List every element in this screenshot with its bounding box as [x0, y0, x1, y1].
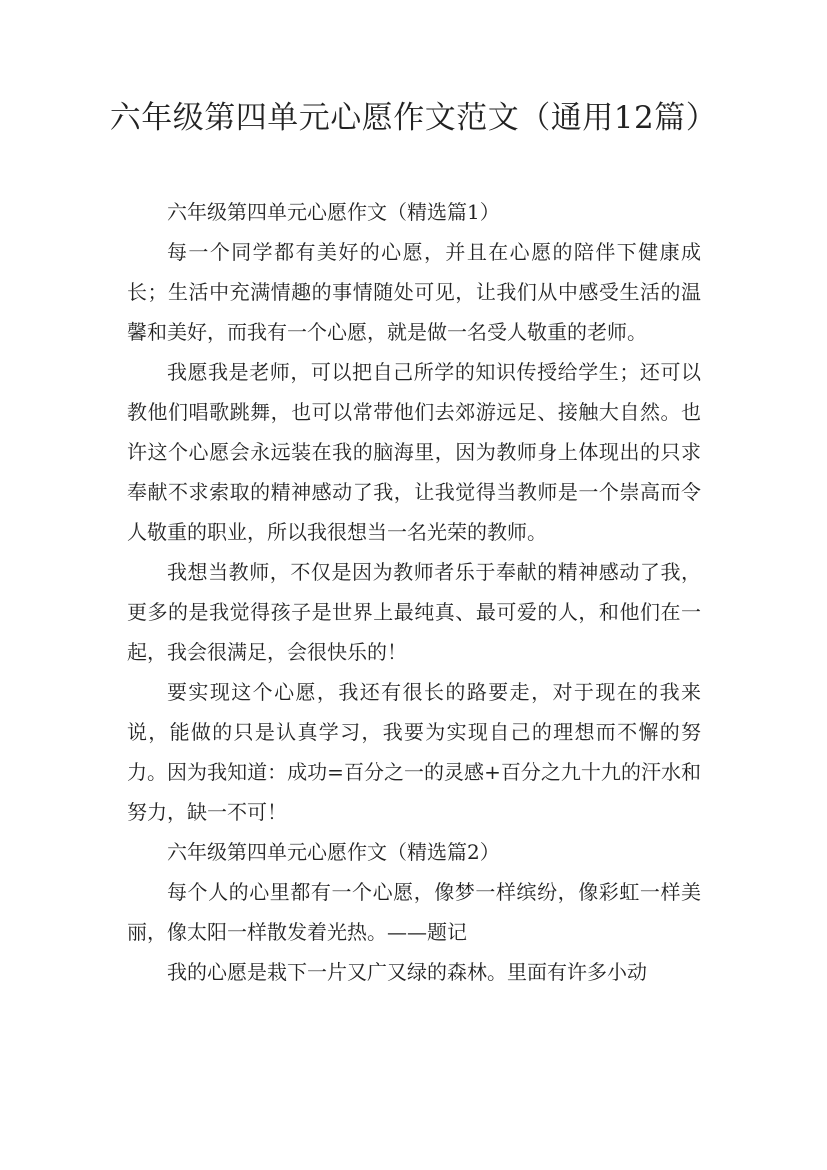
paragraph: 要实现这个心愿，我还有很长的路要走，对于现在的我来说，能做的只是认真学习，我要为实现自己的理想而不懈的努力。因为我知道：成功=百分之一的灵感+百分之九十九的汗水和努力，缺一不可！: [127, 680, 701, 824]
section-heading-1: 六年级第四单元心愿作文（精选篇1）: [167, 200, 500, 224]
paragraph: 我的心愿是栽下一片又广又绿的森林。里面有许多小动: [167, 960, 647, 984]
paragraph: 我想当教师，不仅是因为教师者乐于奉献的精神感动了我，更多的是我觉得孩子是世界上最纯真、最可爱的人，和他们在一起，我会很满足，会很快乐的！: [127, 560, 701, 664]
paragraph: 每一个同学都有美好的心愿，并且在心愿的陪伴下健康成长；生活中充满情趣的事情随处可见，让我们从中感受生活的温馨和美好，而我有一个心愿，就是做一名受人敬重的老师。: [127, 240, 701, 344]
paragraph: 每个人的心里都有一个心愿，像梦一样缤纷，像彩虹一样美丽，像太阳一样散发着光热。——题记: [127, 880, 701, 944]
paragraph: 我愿我是老师，可以把自己所学的知识传授给学生；还可以教他们唱歌跳舞，也可以常带他们去郊游远足、接触大自然。也许这个心愿会永远装在我的脑海里，因为教师身上体现出的只求奉献不求索取的精神感动了我，让我觉得当教师是一个崇高而令人敬重的职业，所以我很想当一名光荣的教师。: [127, 360, 701, 544]
document-body: [127, 192, 701, 992]
section-heading-2: 六年级第四单元心愿作文（精选篇2）: [167, 840, 500, 864]
document-title: 六年级第四单元心愿作文范文（通用12篇）: [109, 100, 718, 136]
